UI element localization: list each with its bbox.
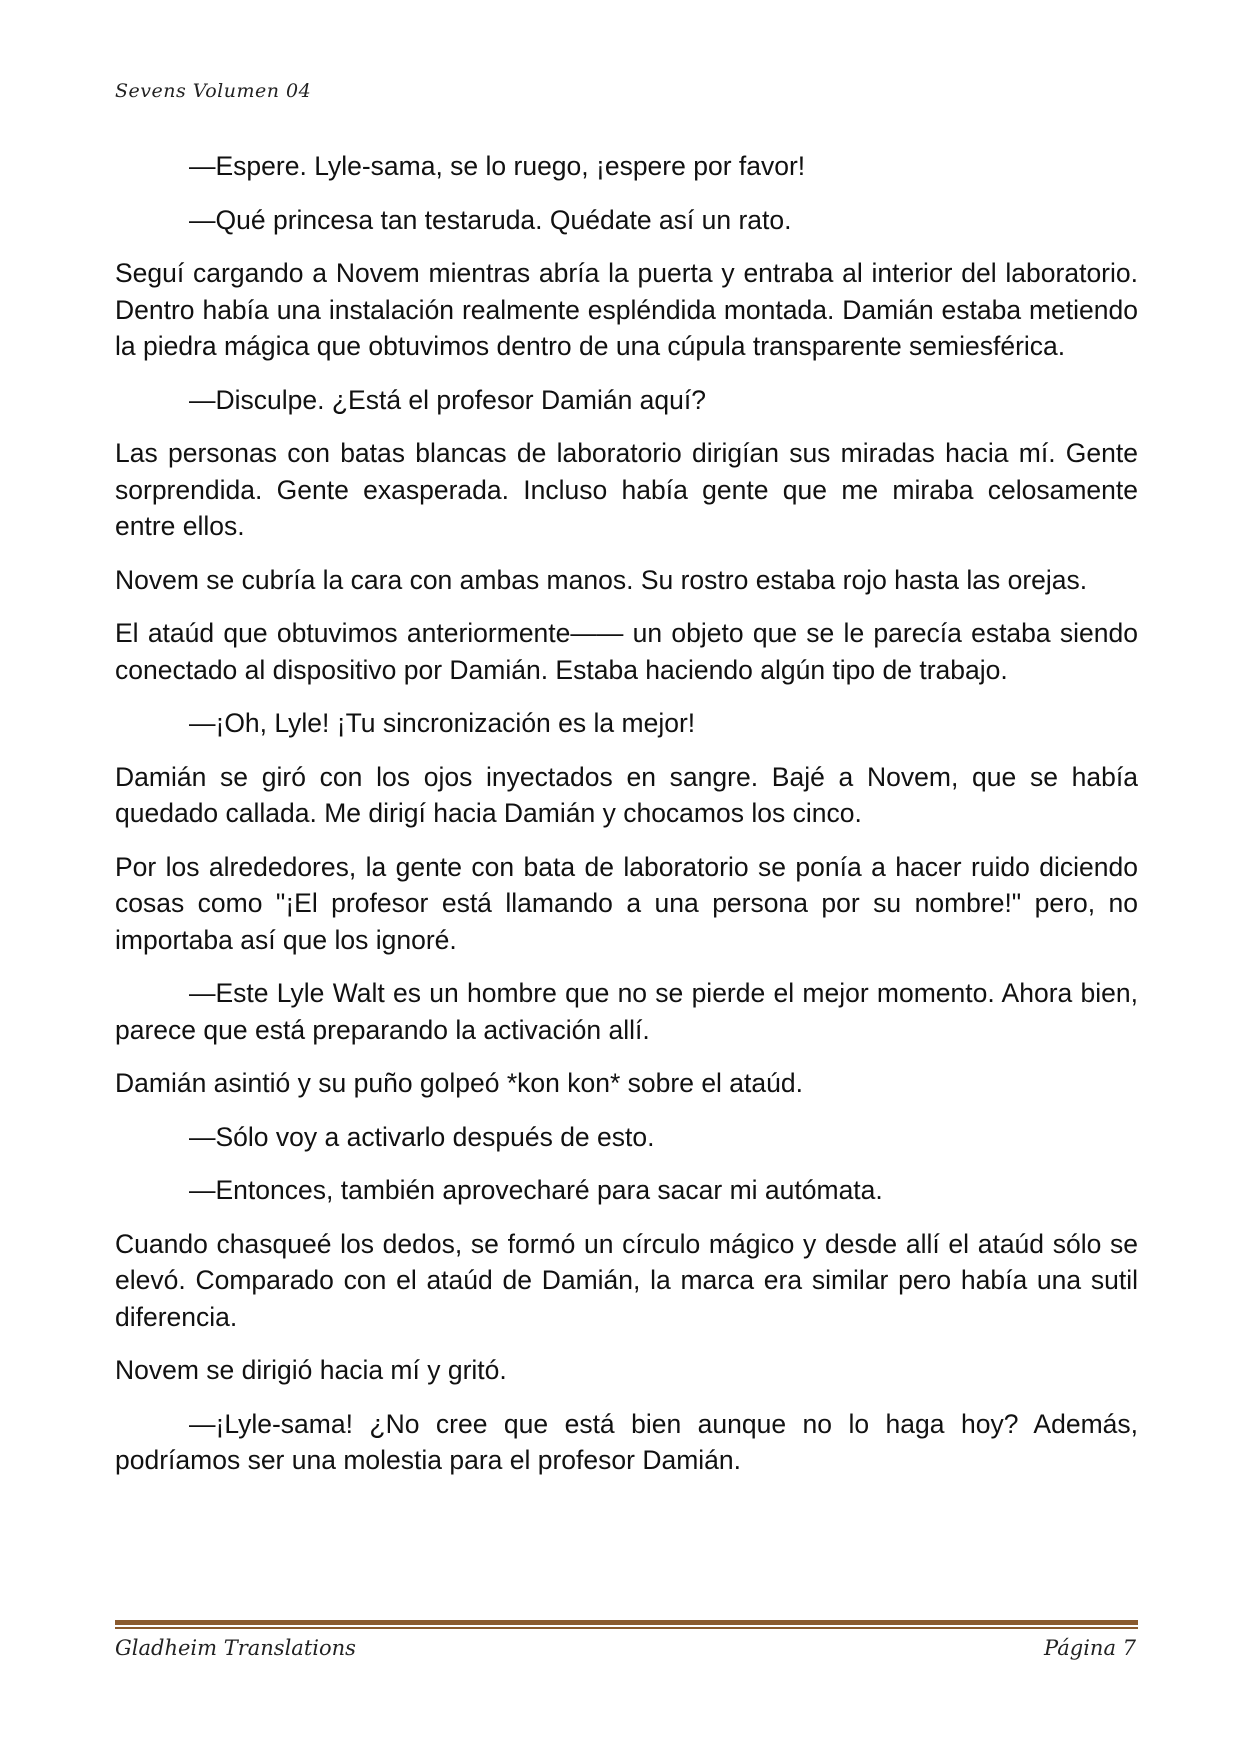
paragraph-dialogue: —¡Oh, Lyle! ¡Tu sincronización es la mejor! [189, 708, 696, 738]
paragraph-dialogue: —Espere. Lyle-sama, se lo ruego, ¡espere por favor! [189, 151, 806, 181]
paragraph-narration: Novem se cubría la cara con ambas manos. Su rostro estaba rojo hasta las orejas. [115, 564, 1088, 595]
footer-divider-thick-line [115, 1620, 1138, 1625]
paragraph-dialogue: —Este Lyle Walt es un hombre que no se pierde el mejor momento. Ahora bien, parece que está preparando la activación allí. [115, 978, 1138, 1045]
paragraph-dialogue: —Sólo voy a activarlo después de esto. [189, 1121, 655, 1152]
running-header-title: Sevens Volumen 04 [115, 80, 312, 102]
paragraph-narration: Damián se giró con los ojos inyectados en sangre. Bajé a Novem, que se había quedado callada. Me dirigí hacia Damián y chocamos los cinco. [115, 761, 1138, 828]
footer-divider-thin-line [115, 1627, 1138, 1629]
paragraph-narration: Por los alrededores, la gente con bata de laboratorio se ponía a hacer ruido diciendo cosas como "¡El profesor está llamando a una persona por su nombre!" pero, no importaba así que los ignoré. [115, 851, 1138, 955]
paragraph-narration: El ataúd que obtuvimos anteriormente—— un objeto que se le parecía estaba siendo conectado al dispositivo por Damián. Estaba haciendo algún tipo de trabajo. [115, 618, 1138, 685]
paragraph-dialogue: —Entonces, también aprovecharé para sacar mi autómata. [189, 1175, 883, 1205]
paragraph-narration: Novem se dirigió hacia mí y gritó. [115, 1355, 507, 1385]
footer-publisher: Gladheim Translations [115, 1636, 356, 1660]
footer-divider [115, 1620, 1138, 1629]
page-body [115, 148, 1138, 1496]
paragraph-dialogue: —¡Lyle-sama! ¿No cree que está bien aunque no lo haga hoy? Además, podríamos ser una molestia para el profesor Damián. [115, 1408, 1138, 1475]
footer-page-number: Página 7 [1044, 1636, 1136, 1660]
paragraph-narration: Las personas con batas blancas de laboratorio dirigían sus miradas hacia mí. Gente sorprendida. Gente exasperada. Incluso había gente que me miraba celosamente entre ellos. [115, 438, 1138, 541]
paragraph-narration: Cuando chasqueé los dedos, se formó un círculo mágico y desde allí el ataúd sólo se elevó. Comparado con el ataúd de Damián, la marca era similar pero había una sutil diferencia. [115, 1228, 1138, 1332]
paragraph-narration: Damián asintió y su puño golpeó *kon kon* sobre el ataúd. [115, 1068, 803, 1098]
paragraph-dialogue: —Qué princesa tan testaruda. Quédate así un rato. [189, 204, 792, 235]
paragraph-narration: Seguí cargando a Novem mientras abría la puerta y entraba al interior del laboratorio. Dentro había una instalación realmente espléndida montada. Damián estaba metiendo la piedra mágica que obtuvimos dentro de una cúpula transparente semiesférica. [115, 258, 1138, 361]
paragraph-dialogue: —Disculpe. ¿Está el profesor Damián aquí? [189, 384, 706, 415]
